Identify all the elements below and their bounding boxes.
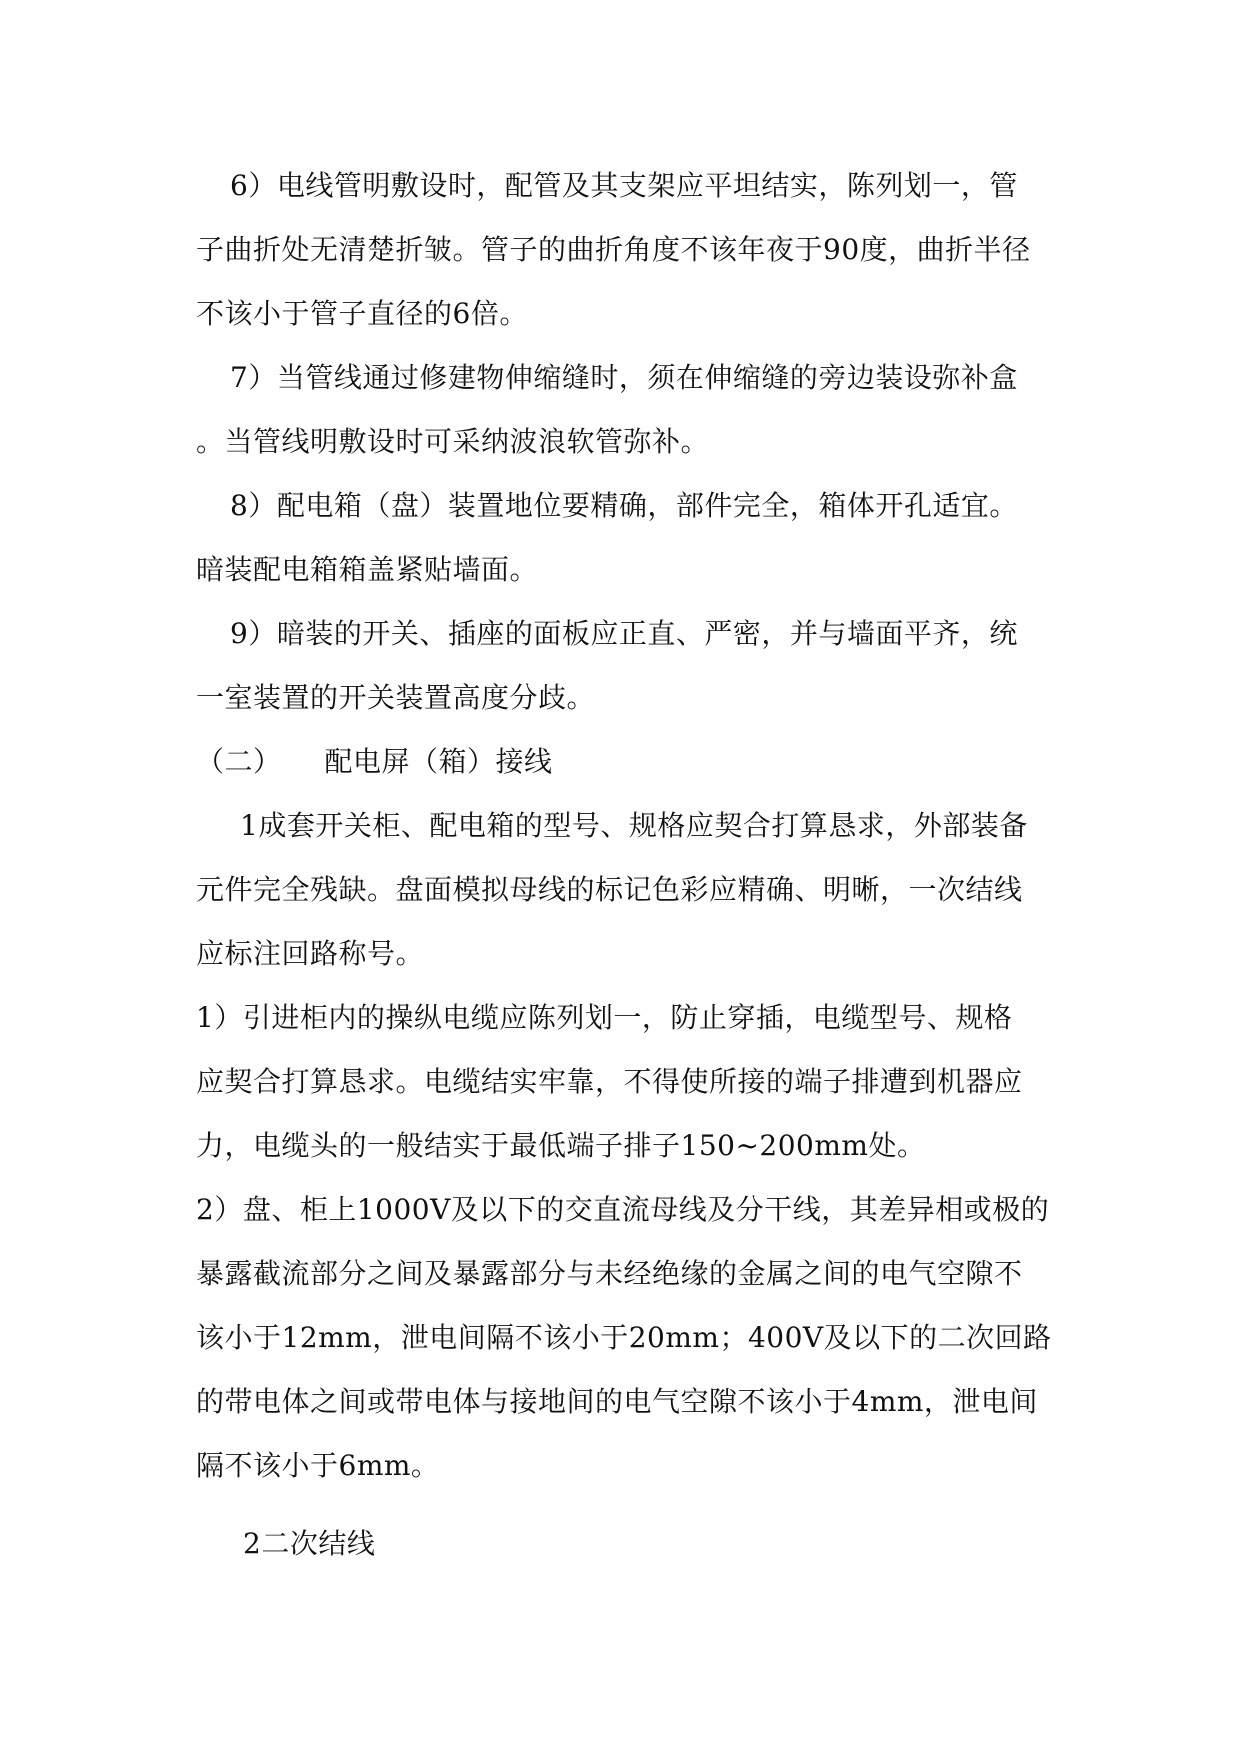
paragraph-line: 2）盘、柜上1000V及以下的交直流母线及分干线，其差异相或极的 bbox=[196, 1193, 1050, 1226]
paragraph-line: 隔不该小于6mm。 bbox=[196, 1449, 440, 1482]
paragraph-line: 7）当管线通过修建物伸缩缝时，须在伸缩缝的旁边装设弥补盒 bbox=[230, 361, 1018, 394]
paragraph-line: 应契合打算恳求。电缆结实牢靠，不得使所接的端子排遭到机器应 bbox=[196, 1065, 1023, 1098]
paragraph-line: 不该小于管子直径的6倍。 bbox=[196, 297, 528, 330]
paragraph-line: 1）引进柜内的操纵电缆应陈列划一，防止穿插，电缆型号、规格 bbox=[196, 1001, 1013, 1034]
paragraph-line: 暴露截流部分之间及暴露部分与未经绝缘的金属之间的电气空隙不 bbox=[196, 1257, 1023, 1290]
paragraph-line: 9）暗装的开关、插座的面板应正直、严密，并与墙面平齐，统 bbox=[230, 617, 1018, 650]
paragraph-line: 应标注回路称号。 bbox=[196, 937, 425, 970]
paragraph-line: 8）配电箱（盘）装置地位要精确，部件完全，箱体开孔适宜。 bbox=[230, 489, 1018, 522]
paragraph-line: 。当管线明敷设时可采纳波浪软管弥补。 bbox=[196, 425, 710, 458]
paragraph-line: 力，电缆头的一般结实于最低端子排子150~200mm处。 bbox=[196, 1129, 926, 1162]
section-heading: （二） 配电屏（箱）接线 bbox=[196, 745, 553, 778]
paragraph-line: 该小于12mm，泄电间隔不该小于20mm；400V及以下的二次回路 bbox=[196, 1321, 1052, 1354]
subsection-heading: 2二次结线 bbox=[243, 1527, 376, 1560]
paragraph-line: 子曲折处无清楚折皱。管子的曲折角度不该年夜于90度，曲折半径 bbox=[196, 233, 1031, 266]
paragraph-line: 的带电体之间或带电体与接地间的电气空隙不该小于4mm，泄电间 bbox=[196, 1385, 1038, 1418]
paragraph-line: 暗装配电箱箱盖紧贴墙面。 bbox=[196, 553, 539, 586]
paragraph-line: 1成套开关柜、配电箱的型号、规格应契合打算恳求，外部装备 bbox=[240, 809, 1028, 842]
paragraph-line: 6）电线管明敷设时，配管及其支架应平坦结实，陈列划一，管 bbox=[230, 169, 1018, 202]
paragraph-line: 元件完全残缺。盘面模拟母线的标记色彩应精确、明晰，一次结线 bbox=[196, 873, 1023, 906]
paragraph-line: 一室装置的开关装置高度分歧。 bbox=[196, 681, 596, 714]
